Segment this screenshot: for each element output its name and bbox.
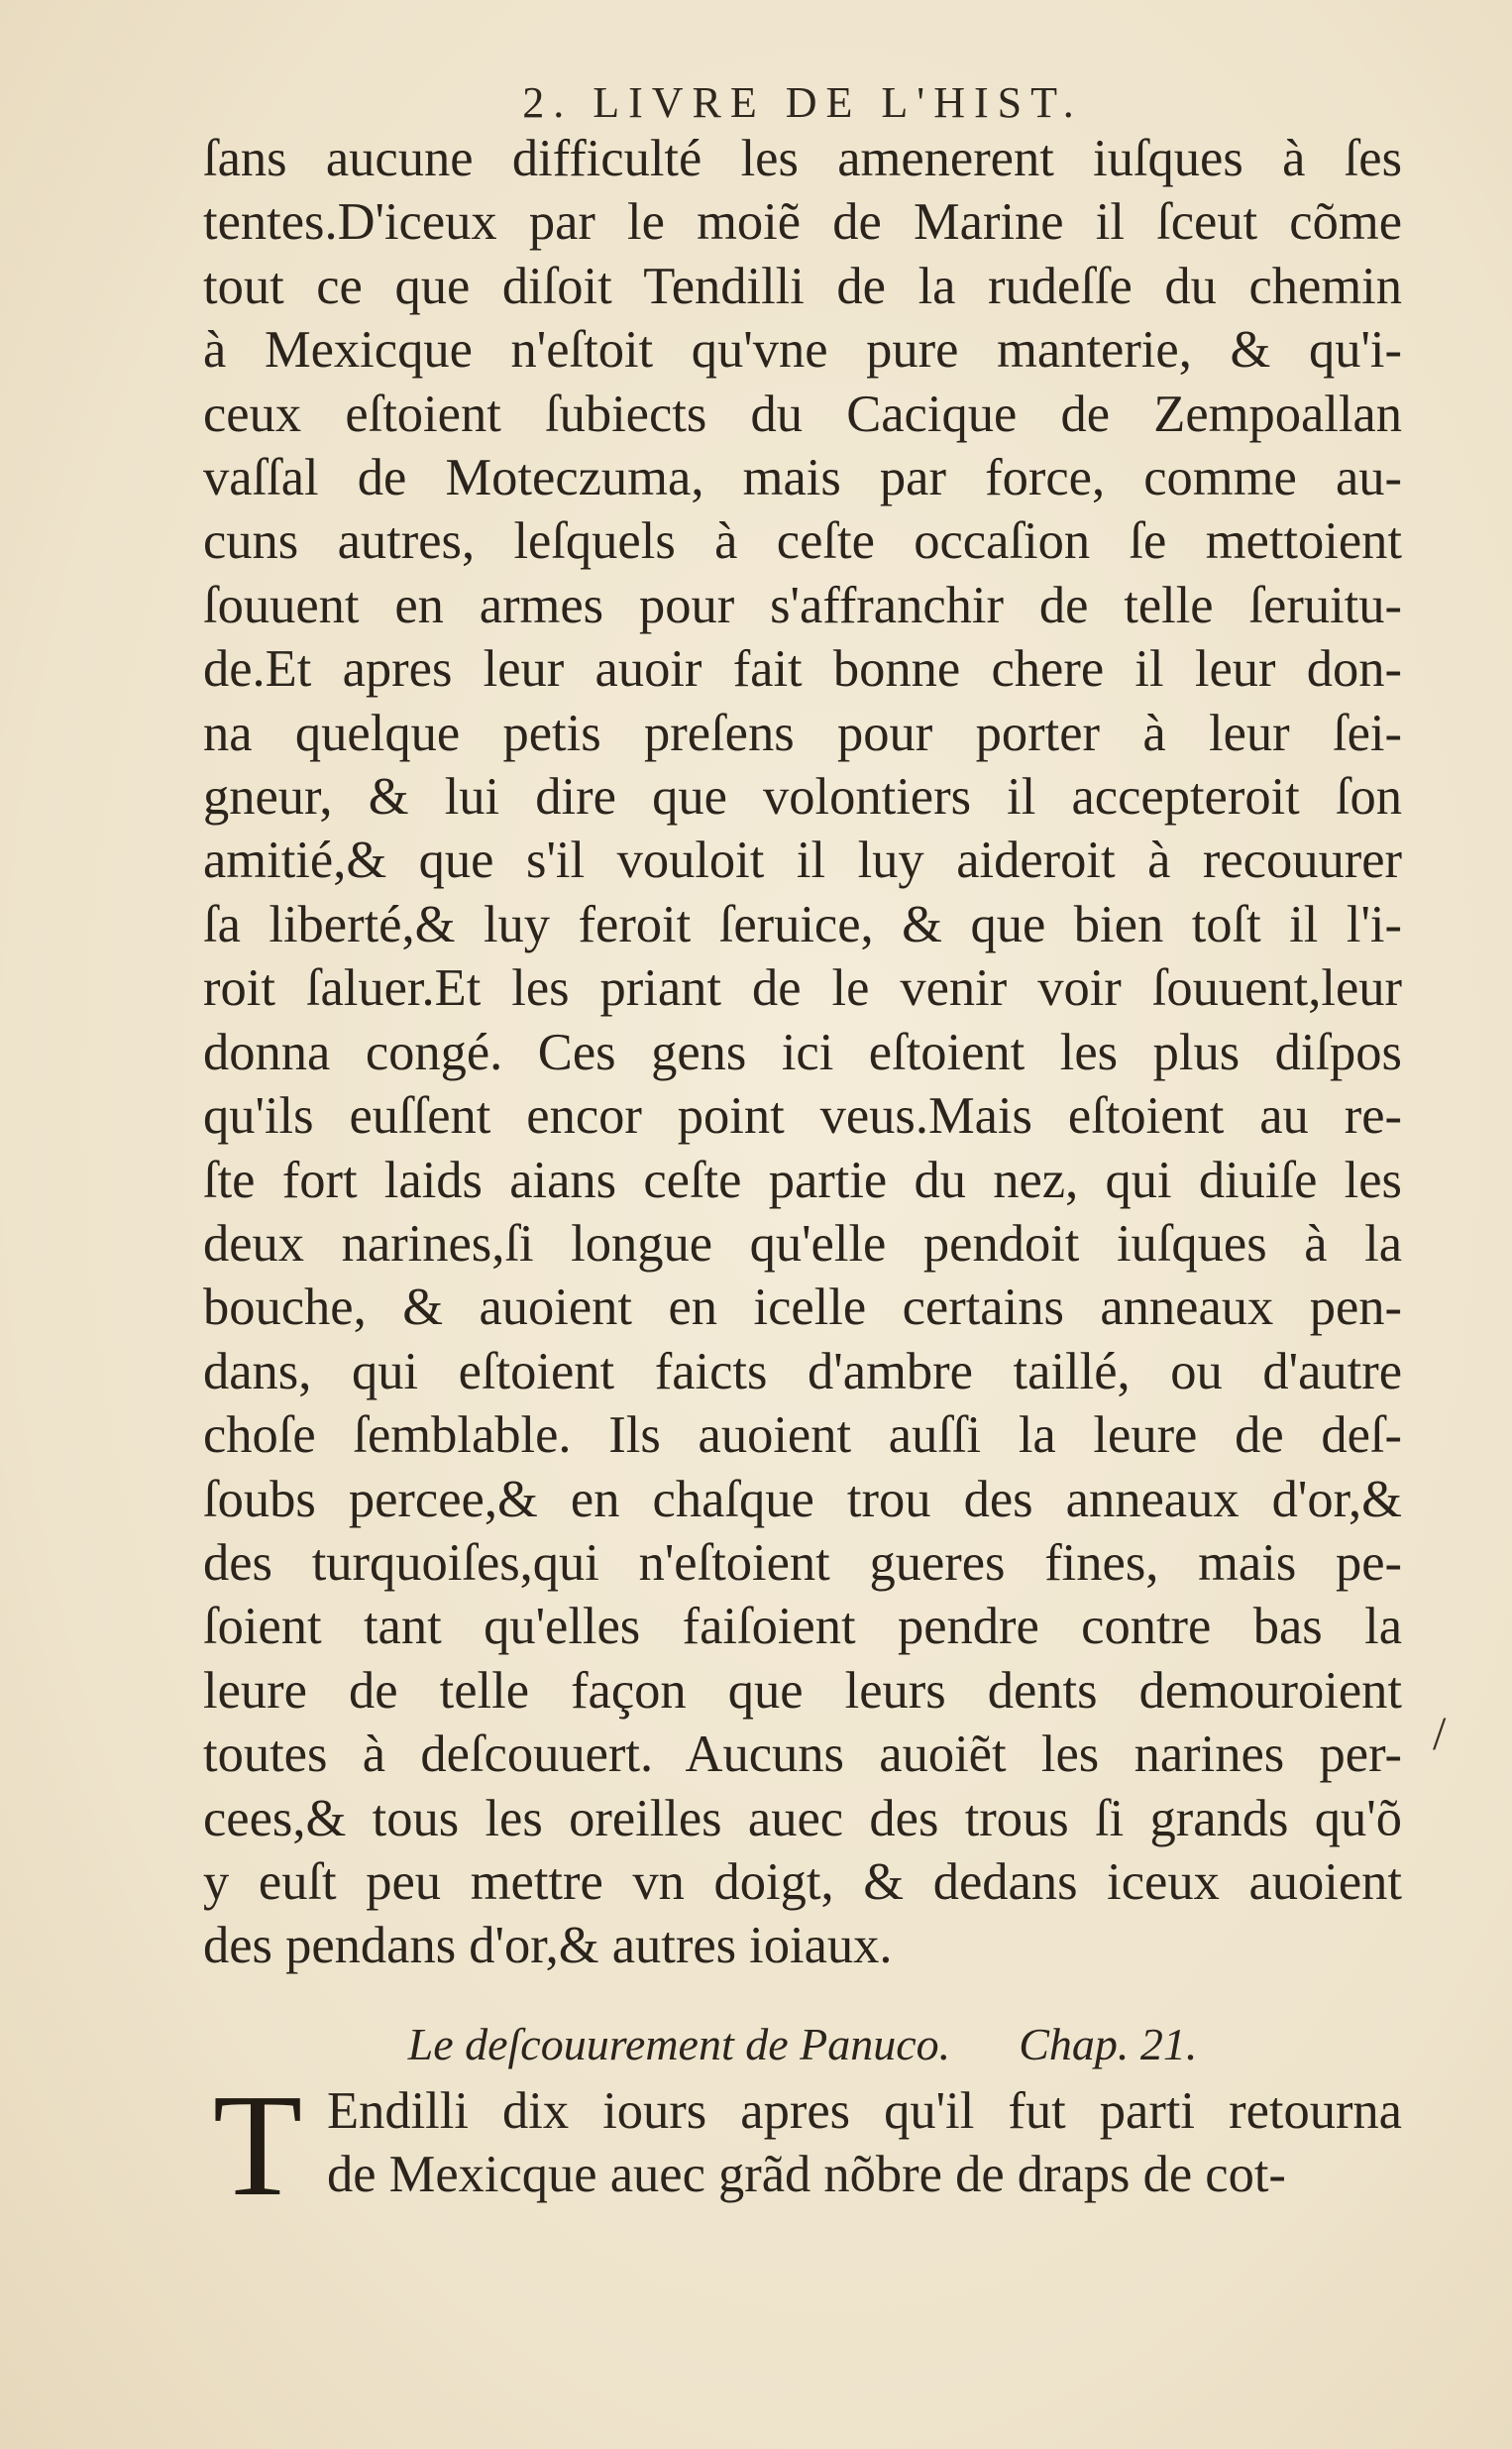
text-line: roit ſaluer.Et les priant de le venir voir ſouuent,leur xyxy=(203,959,1402,1018)
running-header: 2. LIVRE DE L'HIST. xyxy=(522,78,1083,127)
text-line: gneur, & lui dire que volontiers il accepteroit ſon xyxy=(203,768,1402,827)
text-line: vaſſal de Moteczuma, mais par force, comme au- xyxy=(203,449,1402,507)
chapter-heading xyxy=(203,2018,1402,2070)
text-line: y euſt peu mettre vn doigt, & dedans iceux auoient xyxy=(203,1852,1402,1911)
text-line: ceux eſtoient ſubiects du Cacique de Zempoallan xyxy=(203,385,1402,443)
text-line: des pendans d'or,& autres ioiaux. xyxy=(203,1917,893,1975)
text-line: Endilli dix iours apres qu'il fut parti retourna xyxy=(327,2082,1402,2140)
text-line: ſoient tant qu'elles faiſoient pendre contre bas la xyxy=(203,1598,1402,1656)
text-line: leure de telle façon que leurs dents demouroient xyxy=(203,1661,1402,1720)
text-line: dans, qui eſtoient faicts d'ambre taillé, ou d'autre xyxy=(203,1342,1402,1400)
text-line: de.Et apres leur auoir fait bonne chere il leur don- xyxy=(203,640,1402,699)
drop-cap: T xyxy=(212,2064,303,2227)
chapter-number: Chap. 21. xyxy=(1019,2019,1198,2069)
text-line: choſe ſemblable. Ils auoient auſſi la leure de deſ- xyxy=(203,1406,1402,1465)
text-line: tentes.D'iceux par le moiẽ de Marine il ſceut cõme xyxy=(203,193,1402,252)
text-line: cees,& tous les oreilles auec des trous ſi grands qu'õ xyxy=(203,1789,1402,1847)
text-line: des turquoiſes,qui n'eſtoient gueres fines, mais pe- xyxy=(203,1533,1402,1592)
text-line: de Mexicque auec grãd nõbre de draps de cot- xyxy=(327,2146,1286,2204)
text-line: ſans aucune difficulté les amenerent iuſques à ſes xyxy=(203,130,1402,187)
text-line: ſouuent en armes pour s'affranchir de telle ſeruitu- xyxy=(203,576,1402,634)
text-line: deux narines,ſi longue qu'elle pendoit iuſques à la xyxy=(203,1214,1402,1273)
text-line: bouche, & auoient en icelle certains anneaux pen- xyxy=(203,1279,1402,1337)
chapter-text xyxy=(327,2079,1402,2207)
text-line: donna congé. Ces gens ici eſtoient les plus diſpos xyxy=(203,1023,1402,1081)
text-line: à Mexicque n'eſtoit qu'vne pure manterie, & qu'i- xyxy=(203,321,1402,380)
text-line: tout ce que diſoit Tendilli de la rudeſſe du chemin xyxy=(203,257,1402,315)
margin-mark: / xyxy=(1433,1708,1447,1760)
text-line: amitié,& que s'il vouloit il luy aideroit à recouurer xyxy=(203,832,1402,890)
body-text xyxy=(203,127,1402,1978)
text-line: na quelque petis preſens pour porter à leur ſei- xyxy=(203,704,1402,762)
text-line: cuns autres, leſquels à ceſte occaſion ſe mettoient xyxy=(203,512,1402,571)
chapter-title: Le deſcouurement de Panuco. xyxy=(407,2019,951,2069)
text-line: ſte fort laids aians ceſte partie du nez, qui diuiſe les xyxy=(203,1151,1402,1209)
text-line: qu'ils euſſent encor point veus.Mais eſtoient au re- xyxy=(203,1087,1402,1146)
text-line: toutes à deſcouuert. Aucuns auoiẽt les narines per- xyxy=(203,1725,1402,1784)
text-line: ſa liberté,& luy feroit ſeruice, & que bien toſt il l'i- xyxy=(203,895,1402,953)
text-line: ſoubs percee,& en chaſque trou des anneaux d'or,& xyxy=(203,1470,1402,1528)
